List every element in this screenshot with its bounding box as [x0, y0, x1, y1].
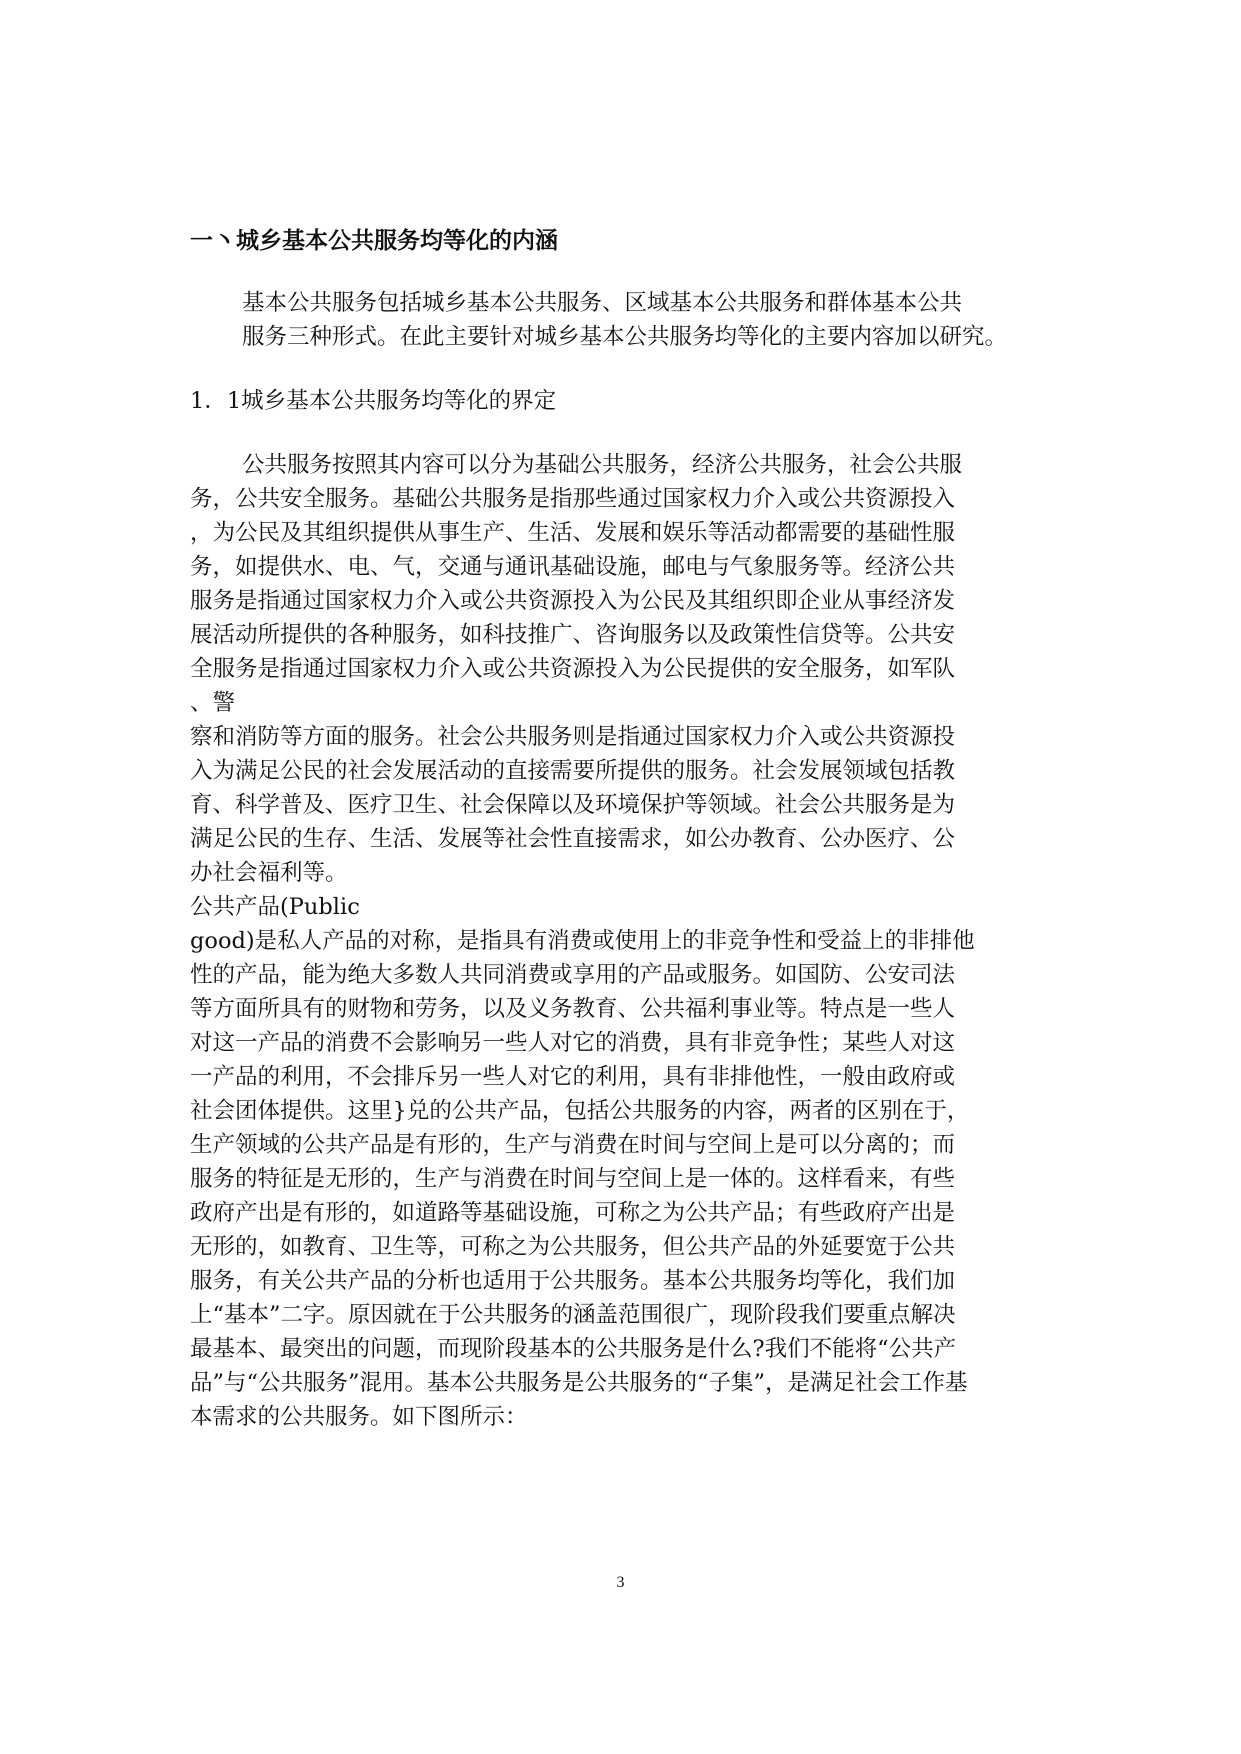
text-line: 办社会福利等。: [190, 860, 348, 886]
text-line: 满足公民的生存、生活、发展等社会性直接需求，如公办教育、公办医疗、公: [190, 826, 956, 852]
text-line: 服务是指通过国家权力介入或公共资源投入为公民及其组织即企业从事经济发: [190, 588, 956, 614]
text-line: 品”与“公共服务”混用。基本公共服务是公共服务的“子集”，是满足社会工作基: [190, 1370, 968, 1396]
text-line: 上“基本”二字。原因就在于公共服务的涵盖范围很广，现阶段我们要重点解决: [190, 1302, 956, 1328]
paragraph-public-goods: [190, 890, 1060, 1434]
subsection-heading: 1．1城乡基本公共服务均等化的界定: [190, 388, 557, 414]
text-line: 服务三种形式。在此主要针对城乡基本公共服务均等化的主要内容加以研究。: [242, 324, 1008, 350]
intro-paragraph: [190, 286, 1060, 354]
page-content: [190, 224, 1060, 1434]
text-line: ，为公民及其组织提供从事生产、生活、发展和娱乐等活动都需要的基础性服: [190, 520, 956, 546]
text-line: 一产品的利用，不会排斥另一些人对它的利用，具有非排他性，一般由政府或: [190, 1064, 956, 1090]
text-line: 本需求的公共服务。如下图所示：: [190, 1404, 528, 1430]
text-line: 基本公共服务包括城乡基本公共服务、区域基本公共服务和群体基本公共: [242, 290, 963, 316]
text-line: 对这一产品的消费不会影响另一些人对它的消费，具有非竞争性；某些人对这: [190, 1030, 956, 1056]
paragraph-public-services: [190, 448, 1060, 890]
text-line: 全服务是指通过国家权力介入或公共资源投入为公民提供的安全服务，如军队: [190, 656, 956, 682]
text-line: 入为满足公民的社会发展活动的直接需要所提供的服务。社会发展领域包括教: [190, 758, 956, 784]
section-heading: 一丶城乡基本公共服务均等化的内涵: [190, 228, 558, 254]
text-line: 察和消防等方面的服务。社会公共服务则是指通过国家权力介入或公共资源投: [190, 724, 956, 750]
text-line: 服务，有关公共产品的分析也适用于公共服务。基本公共服务均等化，我们加: [190, 1268, 956, 1294]
text-line: 展活动所提供的各种服务，如科技推广、咨询服务以及政策性信贷等。公共安: [190, 622, 956, 648]
text-line: 无形的，如教育、卫生等，可称之为公共服务，但公共产品的外延要宽于公共: [190, 1234, 956, 1260]
text-line: 、警: [190, 690, 236, 716]
text-line: 社会团体提供。这里}兑的公共产品，包括公共服务的内容，两者的区别在于，: [190, 1098, 970, 1124]
text-line: 性的产品，能为绝大多数人共同消费或享用的产品或服务。如国防、公安司法: [190, 962, 956, 988]
page-number: 3: [616, 1574, 625, 1591]
text-line: 服务的特征是无形的，生产与消费在时间与空间上是一体的。这样看来，有些: [190, 1166, 956, 1192]
text-line: 公共服务按照其内容可以分为基础公共服务，经济公共服务，社会公共服: [242, 452, 963, 478]
text-line: 务，公共安全服务。基础公共服务是指那些通过国家权力介入或公共资源投入: [190, 486, 956, 512]
text-line: 最基本、最突出的问题，而现阶段基本的公共服务是什么?我们不能将“公共产: [190, 1336, 957, 1362]
text-line: 育、科学普及、医疗卫生、社会保障以及环境保护等领域。社会公共服务是为: [190, 792, 956, 818]
text-line: 公共产品(Public: [190, 894, 360, 920]
text-line: good)是私人产品的对称，是指具有消费或使用上的非竞争性和受益上的非排他: [190, 928, 975, 954]
text-line: 生产领域的公共产品是有形的，生产与消费在时间与空间上是可以分离的；而: [190, 1132, 956, 1158]
text-line: 政府产出是有形的，如道路等基础设施，可称之为公共产品；有些政府产出是: [190, 1200, 956, 1226]
text-line: 务，如提供水、电、气，交通与通讯基础设施，邮电与气象服务等。经济公共: [190, 554, 956, 580]
text-line: 等方面所具有的财物和劳务，以及义务教育、公共福利事业等。特点是一些人: [190, 996, 956, 1022]
